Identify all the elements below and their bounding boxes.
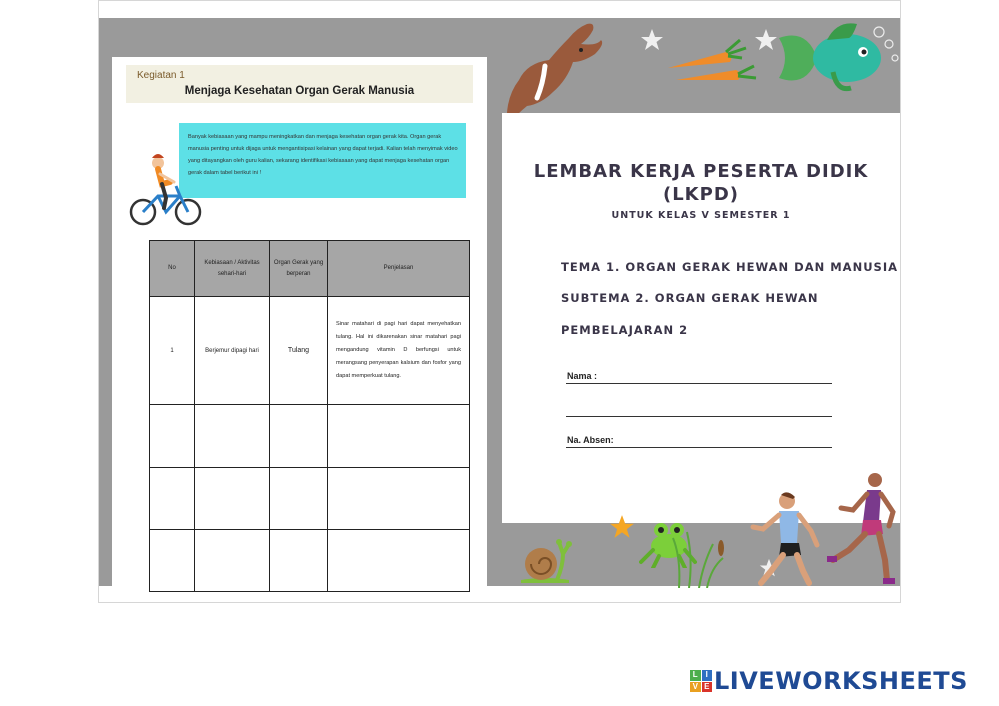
logo-letter: L xyxy=(690,670,701,681)
name-field[interactable] xyxy=(566,383,832,384)
fish-illustration xyxy=(777,18,902,110)
header-explanation: Penjelasan xyxy=(328,241,470,297)
cell-organ: Tulang xyxy=(270,297,328,405)
intro-text: Banyak kebiasaan yang mampu meningkatkan dan menjaga kesehatan organ gerak kita. Organ gerak manusia penting untuk dijaga untuk mengantisipasi kelainan yang dapat terjadi. Kalian telah menyimak video yang ditayangkan oleh guru kalian, sekarang identifikasi kebiasaan yang dapat menjaga kesehatan organ gerak dalam tabel berikut ini ! xyxy=(179,123,466,198)
absen-field[interactable] xyxy=(566,447,832,448)
logo-mark xyxy=(690,670,712,692)
subtheme-line: SUBTEMA 2. ORGAN GERAK HEWAN xyxy=(561,291,819,305)
header-no: No xyxy=(150,241,195,297)
class-semester: UNTUK KELAS V SEMESTER 1 xyxy=(611,210,791,221)
cell-explanation-input[interactable] xyxy=(328,468,470,530)
liveworksheets-logo xyxy=(690,666,968,696)
cell-no[interactable] xyxy=(150,468,195,530)
worksheet-page xyxy=(98,0,901,603)
left-page xyxy=(112,57,487,592)
cell-organ-input[interactable] xyxy=(270,468,328,530)
star-icon xyxy=(609,514,635,540)
cell-habit: Berjemur dipagi hari xyxy=(195,297,270,405)
title-line-1: LEMBAR KERJA PESERTA DIDIK xyxy=(533,161,869,182)
theme-line: TEMA 1. ORGAN GERAK HEWAN DAN MANUSIA xyxy=(561,260,899,274)
cell-no[interactable] xyxy=(150,405,195,468)
table-row xyxy=(150,468,470,530)
cyclist-illustration xyxy=(128,146,208,230)
name-field-line-2[interactable] xyxy=(566,416,832,417)
cell-organ-input[interactable] xyxy=(270,405,328,468)
cell-organ-input[interactable] xyxy=(270,530,328,592)
header-habit: Kebiasaan / Aktivitas sehari-hari xyxy=(195,241,270,297)
absen-label: Na. Absen: xyxy=(567,435,614,445)
runner-illustration xyxy=(747,491,825,586)
grass-illustration xyxy=(659,528,729,588)
logo-letter: I xyxy=(702,670,713,681)
logo-letter: E xyxy=(702,682,713,693)
snail-illustration xyxy=(519,536,573,584)
cell-no[interactable] xyxy=(150,530,195,592)
habit-table xyxy=(149,240,470,592)
table-header-row xyxy=(150,241,470,297)
activity-title: Menjaga Kesehatan Organ Gerak Manusia xyxy=(184,85,415,97)
title-line-2: (LKPD) xyxy=(662,184,739,205)
cell-explanation-input[interactable] xyxy=(328,405,470,468)
name-label: Nama : xyxy=(567,371,598,381)
cell-habit-input[interactable] xyxy=(195,530,270,592)
header-organ: Organ Gerak yang berperan xyxy=(270,241,328,297)
runner-illustration xyxy=(827,470,902,586)
worksheet-title xyxy=(502,160,900,206)
logo-text: LIVEWORKSHEETS xyxy=(714,667,968,695)
table-row xyxy=(150,530,470,592)
logo-letter: V xyxy=(690,682,701,693)
cell-habit-input[interactable] xyxy=(195,405,270,468)
carrot-illustration xyxy=(666,38,758,84)
right-page xyxy=(502,113,900,523)
lesson-line: PEMBELAJARAN 2 xyxy=(561,323,689,337)
star-icon xyxy=(754,28,778,52)
cell-habit-input[interactable] xyxy=(195,468,270,530)
gray-background xyxy=(99,18,900,586)
star-icon xyxy=(640,28,664,52)
activity-header xyxy=(126,65,473,103)
activity-label: Kegiatan 1 xyxy=(137,70,185,81)
table-row xyxy=(150,297,470,405)
cell-no: 1 xyxy=(150,297,195,405)
table-row xyxy=(150,405,470,468)
cell-explanation-input[interactable] xyxy=(328,530,470,592)
cell-explanation: Sinar matahari di pagi hari dapat menyehatkan tulang. Hal ini dikarenakan sinar matahari pagi mengandung vitamin D berfungsi untuk merangsang penyerapan kalsium dan fosfor yang dapat memperkuat tulang. xyxy=(328,297,470,405)
